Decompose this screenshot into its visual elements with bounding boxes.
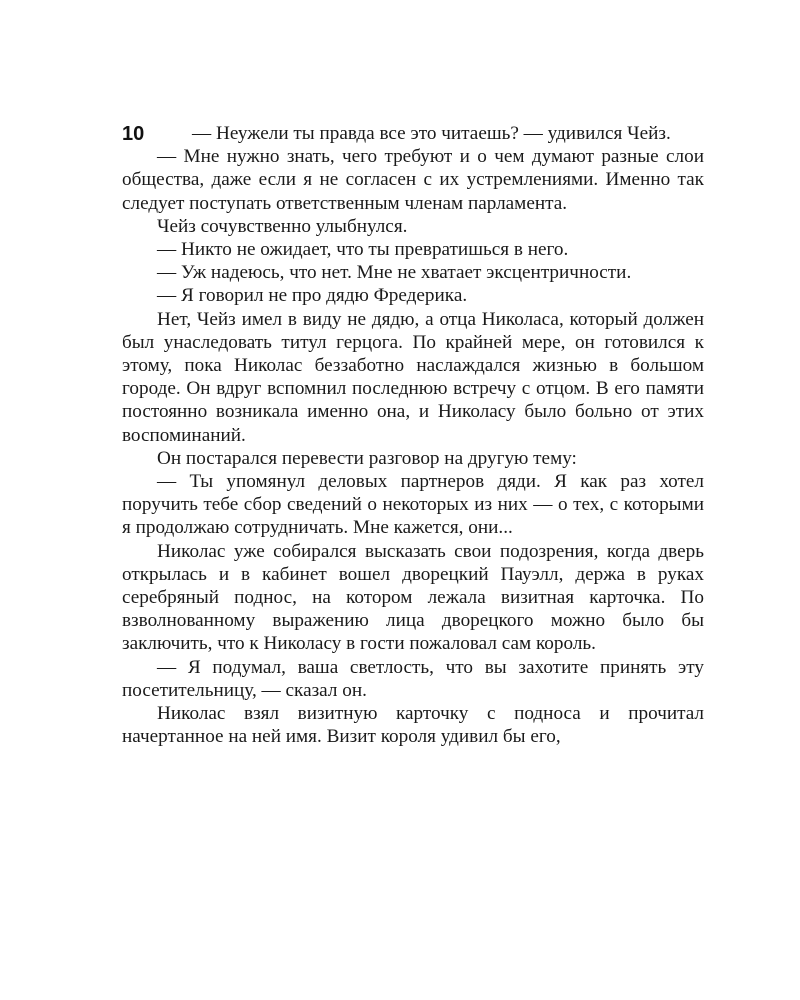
page-number: 10 (122, 123, 145, 145)
paragraph: Николас уже собирался высказать свои подозрения, когда дверь открылась и в кабинет вошел дворецкий Пауэлл, держа в руках серебряный поднос, на котором лежала визитная карточка. По взволнованному выражению лица дворецкого можно было бы заключить, что к Николасу в гости пожаловал сам король. (122, 540, 704, 655)
paragraph: Он постарался перевести разговор на другую тему: (157, 447, 577, 469)
paragraph: — Я говорил не про дядю Фредерика. (157, 285, 468, 307)
paragraph: — Неужели ты правда все это читаешь? — удивился Чейз. (192, 123, 671, 144)
paragraph: — Я подумал, ваша светлость, что вы захотите принять эту посетительницу, — сказал он. (122, 656, 704, 701)
paragraph: — Мне нужно знать, чего требуют и о чем думают разные слои общества, даже если я не согласен с их устремлениями. Именно так следует поступать ответственным членам парламента. (122, 146, 704, 214)
paragraph: Чейз сочувственно улыбнулся. (157, 215, 408, 237)
paragraph: — Никто не ожидает, что ты превратишься в него. (157, 239, 569, 261)
body-text (122, 122, 704, 748)
paragraph: — Ты упомянул деловых партнеров дяди. Я как раз хотел поручить тебе сбор сведений о некоторых из них — о тех, с которыми я продолжаю сотрудничать. Мне кажется, они... (122, 471, 704, 539)
paragraph: Нет, Чейз имел в виду не дядю, а отца Николаса, который должен был унаследовать титул герцога. По крайней мере, он готовился к этому, пока Николас беззаботно наслаждался жизнью в большом городе. Он вдруг вспомнил последнюю встречу с отцом. В его памяти постоянно возникала именно она, и Николасу было больно от этих воспоминаний. (122, 308, 704, 446)
paragraph: Николас взял визитную карточку с подноса и прочитал начертанное на ней имя. Визит короля удивил бы его, (122, 703, 704, 748)
paragraph: — Уж надеюсь, что нет. Мне не хватает эксцентричности. (157, 262, 632, 284)
